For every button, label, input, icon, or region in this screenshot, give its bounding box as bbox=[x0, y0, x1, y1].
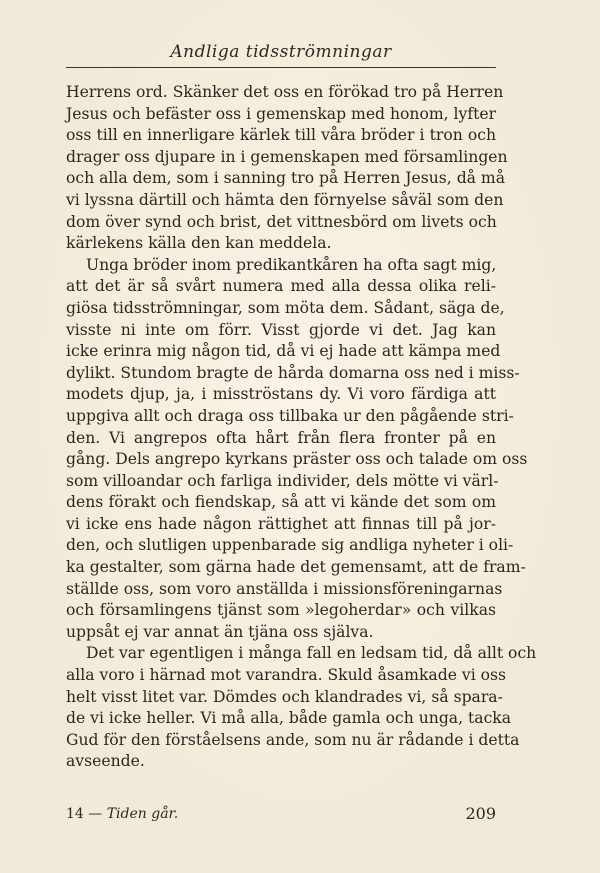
text-line: Det var egentligen i många fall en ledsam tid, då allt och bbox=[86, 644, 537, 663]
text-line: gång. Dels angrepo kyrkans präster oss och talade om oss bbox=[66, 450, 528, 469]
text-line: dom över synd och brist, det vittnesbörd om livets och bbox=[66, 212, 497, 231]
text-line: Jesus och befäster oss i gemenskap med honom, lyfter bbox=[66, 104, 497, 123]
signature-title: Tiden går. bbox=[106, 806, 179, 822]
text-line: och alla dem, som i sanning tro på Herren Jesus, då må bbox=[66, 169, 506, 188]
text-line: Unga bröder inom predikantkåren ha ofta sagt mig, bbox=[86, 255, 497, 274]
text-line: Gud för den förståelsens ande, som nu är rådande i detta bbox=[66, 730, 520, 749]
text-line: modets djup, ja, i misströstans dy. Vi voro färdiga att bbox=[66, 385, 496, 404]
text-line: dens förakt och fiendskap, så att vi kände det som om bbox=[66, 493, 496, 512]
text-line: kärlekens källa den kan meddela. bbox=[66, 234, 332, 253]
paragraph bbox=[66, 82, 508, 255]
text-line: den. Vi angrepos ofta hårt från flera fronter på en bbox=[66, 428, 496, 447]
text-line: vi lyssna därtill och hämta den förnyelse såväl som den bbox=[66, 190, 504, 209]
text-line: icke erinra mig någon tid, då vi ej hade att kämpa med bbox=[66, 342, 501, 361]
running-head: Andliga tidsströmningar bbox=[170, 42, 392, 62]
text-line: de vi icke heller. Vi må alla, både gamla och unga, tacka bbox=[66, 709, 512, 728]
header-rule bbox=[66, 67, 496, 68]
text-line: giösa tidsströmningar, som möta dem. Sådant, säga de, bbox=[66, 298, 505, 317]
text-line: uppgiva allt och draga oss tillbaka ur den pågående stri- bbox=[66, 406, 514, 425]
text-line: helt visst litet var. Dömdes och klandrades vi, så spara- bbox=[66, 687, 503, 706]
text-line: visste ni inte om förr. Visst gjorde vi det. Jag kan bbox=[66, 320, 496, 339]
text-line: att det är så svårt numera med alla dessa olika reli- bbox=[66, 277, 496, 296]
text-line: Herrens ord. Skänker det oss en förökad tro på Herren bbox=[66, 83, 504, 101]
text-line: den, och slutligen uppenbarade sig andliga nyheter i oli- bbox=[66, 536, 514, 555]
paragraph bbox=[66, 643, 537, 773]
text-line: dylikt. Stundom bragte de hårda domarna oss ned i miss- bbox=[66, 363, 520, 382]
page-number: 209 bbox=[465, 804, 496, 823]
text-line: ställde oss, som voro anställda i missionsföreningarnas bbox=[66, 579, 503, 598]
signature-mark bbox=[66, 806, 178, 822]
text-line: och församlingens tjänst som »legoherdar» och vilkas bbox=[66, 601, 496, 620]
text-line: som villoandar och farliga individer, dels mötte vi värl- bbox=[66, 471, 499, 490]
text-line: avseende. bbox=[66, 752, 145, 771]
text-line: alla voro i härnad mot varandra. Skuld åsamkade vi oss bbox=[66, 666, 507, 685]
text-line: drager oss djupare in i gemenskapen med församlingen bbox=[66, 147, 508, 166]
text-line: ka gestalter, som gärna hade det gemensamt, att de fram- bbox=[66, 558, 526, 577]
paragraph bbox=[66, 255, 528, 644]
body-text bbox=[66, 82, 537, 773]
text-line: uppsåt ej var annat än tjäna oss själva. bbox=[66, 622, 374, 641]
text-line: oss till en innerligare kärlek till våra bröder i tron och bbox=[66, 126, 496, 145]
text-line: vi icke ens hade någon rättighet att finnas till på jor- bbox=[66, 514, 496, 533]
signature-number: 14 — bbox=[66, 806, 103, 822]
